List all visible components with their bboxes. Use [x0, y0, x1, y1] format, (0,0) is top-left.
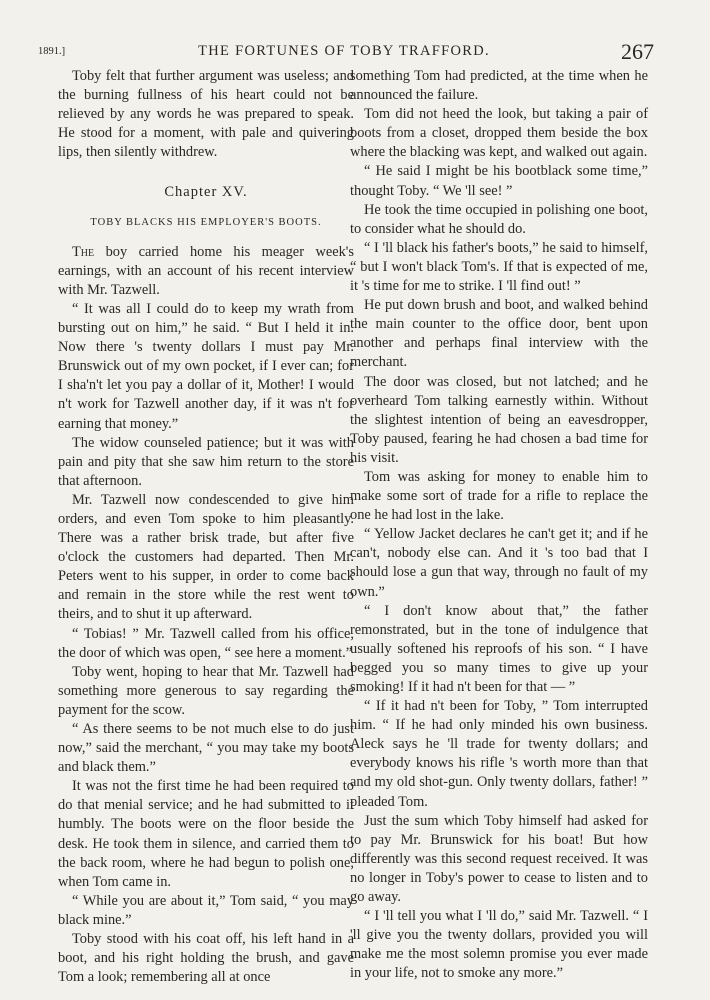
paragraph: It was not the first time he had been required to do that menial service; and he had submitted to it humbly. The boots were on the floor beside the desk. He took them in silence, and carried them to the back room, where he had begun to polish one, when Tom came in.: [58, 778, 354, 890]
left-column: [58, 67, 354, 987]
paragraph: “ If it had n't been for Toby, ” Tom interrupted him. “ If he had only minded his own business. Aleck says he 'll trade for twenty dollars; and everybody knows his rifle 's worth more than that and my old shot-gun. Only twenty dollars, father! ” pleaded Tom.: [350, 698, 648, 810]
paragraph: Tom did not heed the look, but taking a pair of boots from a closet, dropped them beside the box where the blacking was kept, and walked out again.: [350, 106, 648, 161]
paragraph: Mr. Tazwell now condescended to give him orders, and even Tom spoke to him pleasantly. There was a rather brisk trade, but after five o'clock the customers had departed. Then Mr. Peters went to his supper, in order to come back and remain in the store while the rest went to theirs, and to shut it up afterward.: [58, 491, 354, 623]
paragraph: “ While you are about it,” Tom said, “ you may black mine.”: [58, 892, 354, 928]
paragraph: Just the sum which Toby himself had asked for to pay Mr. Brunswick for his boat! But how differently was this second request received. It was no longer in Toby's power to cease to listen and to go away.: [350, 812, 648, 906]
running-header: [38, 39, 654, 66]
chapter-heading: Chapter XV.: [164, 184, 248, 201]
paragraph: Toby stood with his coat off, his left hand in a boot, and his right holding the brush, and gave Tom a look; remembering all at once: [58, 931, 354, 986]
paragraph: [58, 243, 354, 300]
paragraph: “ I 'll tell you what I 'll do,” said Mr. Tazwell. “ I 'll give you the twenty dollars, provided you will make me the most solemn promise you ever made in your life, not to smoke any more.”: [350, 908, 648, 982]
page-number: 267: [621, 39, 654, 64]
paragraph: He put down brush and boot, and walked behind the main counter to the office door, bent upon another and perhaps final interview with the merchant.: [350, 297, 648, 371]
paragraph: something Tom had predicted, at the time when he announced the failure.: [350, 68, 648, 104]
chapter-subtitle: TOBY BLACKS HIS EMPLOYER'S BOOTS.: [90, 216, 322, 228]
paragraph: The door was closed, but not latched; and he overheard Tom talking earnestly within. Without the slightest intention of being an eavesdropper, Toby paused, fearing he had chosen a bad time for his visit.: [350, 373, 648, 466]
paragraph: Toby felt that further argument was useless; and the burning fullness of his heart could not be relieved by any words he was prepared to speak. He stood for a moment, with pale and quivering lips, then silently withdrew.: [58, 68, 354, 161]
paragraph: He took the time occupied in polishing one boot, to consider what he should do.: [350, 201, 648, 237]
paragraph-text: boy carried home his meager week's earnings, with an account of his recent interview with Mr. Tazwell.: [58, 243, 354, 298]
paragraph: The widow counseled patience; but it was with pain and pity that she saw him return to the store that afternoon.: [58, 434, 354, 489]
right-column: [350, 67, 648, 984]
paragraph: Tom was asking for money to enable him to make some sort of trade for a rifle to replace the one he had lost in the lake.: [350, 468, 648, 524]
paragraph: Toby went, hoping to hear that Mr. Tazwell had something more generous to say regarding the payment for the scow.: [58, 663, 354, 718]
paragraph: “ He said I might be his bootblack some time,” thought Toby. “ We 'll see! ”: [350, 163, 648, 199]
paragraph: “ I 'll black his father's boots,” he said to himself, “ but I won't black Tom's. If that is expected of me, it 's time for me to strike. I 'll find out! ”: [350, 239, 648, 295]
header-date: 1891.]: [38, 46, 66, 57]
paragraph: “ It was all I could do to keep my wrath from bursting out on him,” he said. “ But I held it in. Now there 's twenty dollars I must pay Mr. Brunswick out of my own pocket, if I ever can; for I sha'n't let you pay a dollar of it, Mother! I would n't work for Tazwell another day, if it was n't for earning that money.”: [58, 300, 354, 432]
paragraph: “ As there seems to be not much else to do just now,” said the merchant, “ you may take my boots and black them.”: [58, 721, 354, 776]
paragraph: “ Tobias! ” Mr. Tazwell called from his office, the door of which was open, “ see here a moment.”: [58, 625, 354, 661]
header-title: THE FORTUNES OF TOBY TRAFFORD.: [198, 43, 490, 59]
paragraph: “ I don't know about that,” the father remonstrated, but in the tone of indulgence that usually softened his reproofs of his son. “ I have begged you so many times to give up your smoking! If it had n't been for that — ”: [350, 602, 648, 695]
paragraph: “ Yellow Jacket declares he can't get it; and if he can't, nobody else can. And it 's too bad that I should lose a gun that way, through no fault of my own.”: [350, 526, 648, 600]
opening-word: The: [72, 243, 95, 260]
